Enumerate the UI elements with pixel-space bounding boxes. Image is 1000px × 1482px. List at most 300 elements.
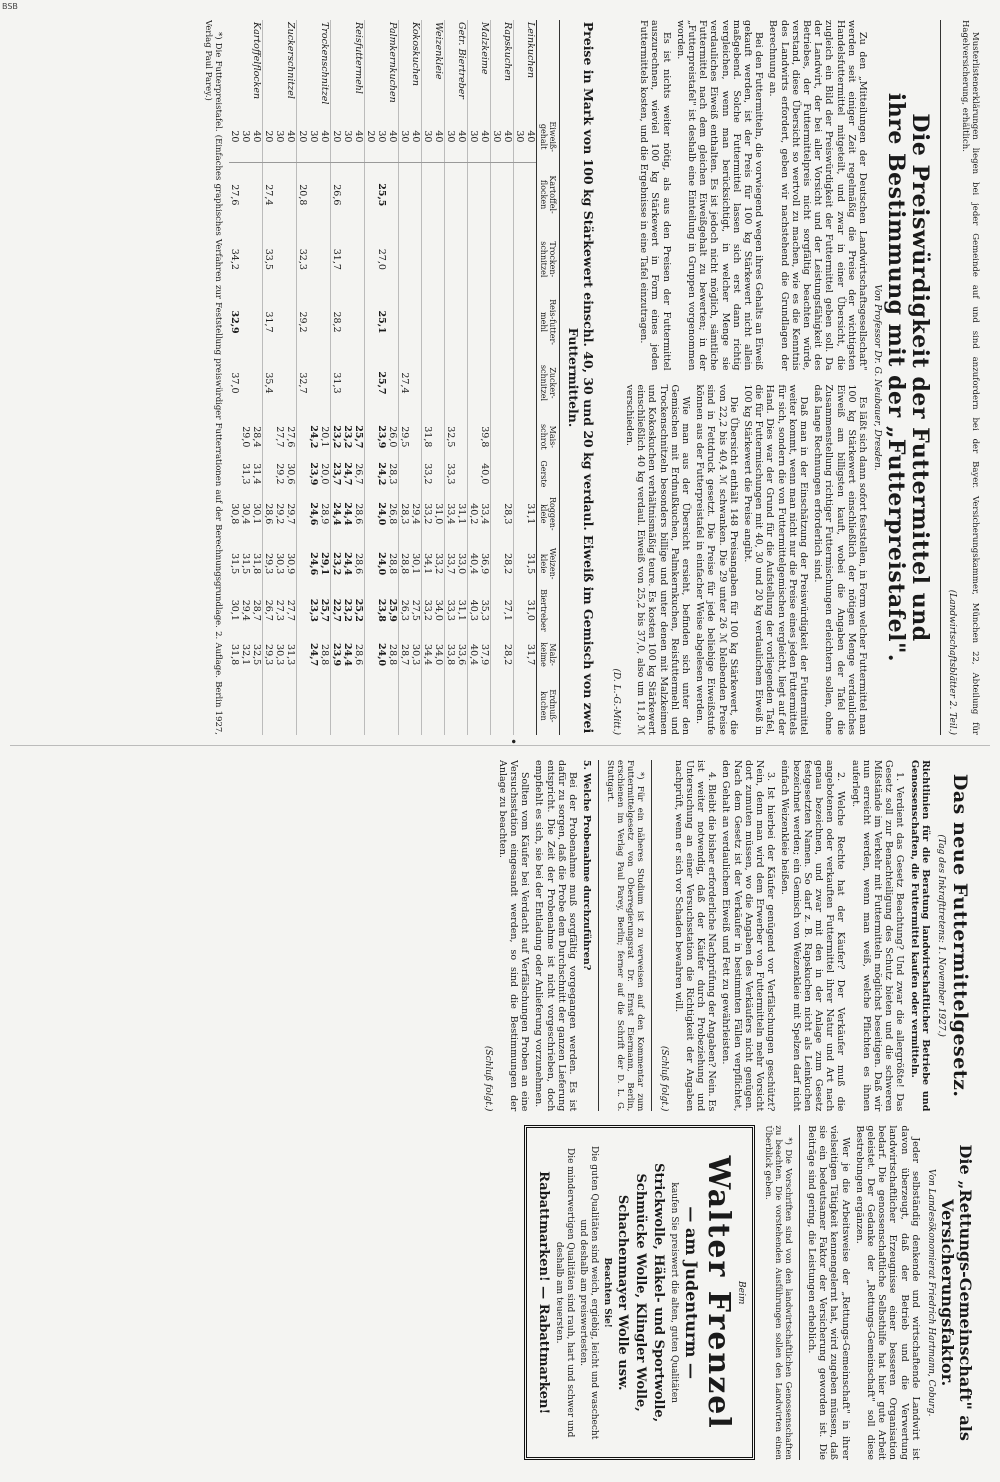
price-cell [490, 414, 502, 459]
law-footnote: *) Für ein näheres Studium ist zu verweisen auf den Kommentar zum Futtermittelgesetz von Oberregierungsrat Dr. Ernst Eiermann, Berlin, erschienen im Verlag Paul Parey, Berlin; ferner auf die Schrift der D. L. G. Stuttgart. [605, 760, 646, 1112]
price-cell: 28,4 [251, 414, 263, 459]
title-line-1: Die Preiswürdigkeit der Futtermittel und [907, 113, 933, 642]
price-cell: 28,6 [262, 503, 274, 525]
price-cell [467, 414, 479, 459]
folio-mark: • [506, 738, 520, 746]
price-cell: 24,7 [341, 462, 353, 486]
price-cell [364, 677, 376, 735]
article-column-2 [604, 385, 868, 736]
table-row [274, 20, 285, 735]
table-column-header: Erdnuß-kuchen [536, 677, 559, 735]
price-cell [513, 539, 525, 588]
price-cell [502, 163, 514, 226]
price-cell: 40,0 [479, 459, 491, 488]
paragraph: Es ist nichts weiter nötig, als aus den Preisen der Futtermittel auszurechnen, wieviel 100 kg Stärkewert in Form eines jeden Futtermittels kosten, und die Ergebnisse in eine Tafel einzutragen. [638, 20, 672, 371]
price-cell [342, 163, 353, 226]
price-cell [467, 292, 479, 351]
protein-cell: 30 [342, 110, 353, 163]
price-cell [387, 163, 399, 226]
price-cell [513, 163, 525, 226]
intro-text: Musterlistenerklärungen liegen bei jeder Gemeinde auf und sind anzufordern bei der Bayer. Versicherungskammer, München 22, Abteilung für Hagelversicherung, erhältlich. [960, 20, 980, 735]
price-cell [342, 352, 353, 415]
price-cell [240, 352, 251, 415]
price-cell: 34,4 [421, 644, 433, 666]
price-cell: 23,2 [341, 425, 353, 449]
price-cell: 30,9 [285, 539, 297, 588]
price-cell [376, 677, 387, 735]
price-cell: 26,8 [387, 488, 399, 539]
price-cell [502, 292, 514, 351]
price-cell [251, 677, 263, 735]
table-column-header: Malz-keime [536, 633, 559, 677]
protein-cell: 20 [364, 110, 376, 163]
price-cell [319, 292, 331, 351]
price-cell: 31,1 [525, 488, 537, 539]
protein-cell: 40 [319, 110, 331, 163]
table-column-header: Mais-schrot [536, 414, 559, 459]
price-cell [398, 459, 410, 488]
price-cell [364, 414, 376, 459]
price-cell: 33,2 [421, 463, 433, 485]
price-cell: 24,6 [307, 502, 319, 526]
feed-name-cell: Palmkernkuchen [387, 20, 399, 110]
price-cell: 28,7 [398, 644, 410, 666]
protein-cell: 20 [229, 110, 240, 163]
table-row [296, 20, 308, 735]
rescue-byline: Von Landesökonomierat Friedrich Hartmann, Coburg. [926, 1168, 936, 1417]
price-cell [513, 226, 525, 292]
divider [651, 760, 652, 1111]
table-footnote [203, 20, 223, 735]
price-cell: 27,0 [375, 248, 387, 270]
feed-name-cell [330, 20, 342, 110]
price-cell [285, 352, 297, 415]
price-cell [262, 459, 274, 488]
price-cell [274, 352, 285, 415]
price-cell [229, 677, 240, 735]
table-row [444, 20, 456, 735]
feed-name-cell [398, 20, 410, 110]
table-row [513, 20, 525, 735]
price-cell: 25,7 [319, 588, 331, 632]
table-row [421, 20, 433, 735]
feed-name-cell: Trockenschnitzel [319, 20, 331, 110]
price-cell: 24,4 [341, 502, 353, 526]
protein-cell: 40 [433, 110, 445, 163]
price-cell [456, 292, 468, 351]
price-cell [433, 163, 445, 226]
right-column-1 [476, 760, 980, 1111]
ad-rebate: Rabattmarken! — Rabattmarken! [535, 1171, 551, 1415]
price-cell: 25,9 [387, 588, 399, 632]
price-cell [251, 163, 263, 226]
price-cell: 25,1 [375, 310, 387, 334]
price-cell: 20,1 [319, 414, 331, 459]
protein-cell: 40 [387, 110, 399, 163]
ad-text: kaufen Sie preiswert die alten, guten Qualitäten [668, 1182, 679, 1403]
protein-cell: 30 [398, 110, 410, 163]
price-cell [467, 459, 479, 488]
footnote-text: *) Die Futterpreistafel. (Einfaches graphisches Verfahren zur Feststellung preiswürdiger Futterrationen auf der Berechnungsgrundlage. 2. Auflage. Berlin 1927, Verlag Paul Parey.) [202, 20, 223, 735]
price-cell [525, 226, 537, 292]
price-cell: 29,3 [262, 644, 274, 666]
price-cell: 26,0 [387, 414, 399, 459]
price-cell [421, 226, 433, 292]
price-cell: 31,3 [239, 463, 251, 485]
feed-name-cell [229, 20, 240, 110]
price-cell: 26,7 [262, 599, 274, 621]
price-cell: 28,7 [251, 588, 263, 632]
price-cell [319, 163, 331, 226]
price-cell [251, 292, 263, 351]
price-cell: 32,9 [228, 310, 240, 334]
table-row [502, 20, 514, 735]
feed-name-cell [467, 20, 479, 110]
protein-cell: 40 [353, 110, 365, 163]
price-cell [285, 226, 297, 292]
price-cell: 31,1 [456, 488, 468, 539]
price-cell [410, 459, 422, 488]
price-cell: 28,8 [398, 553, 410, 575]
price-cell [490, 488, 502, 539]
feed-name-cell [444, 20, 456, 110]
price-cell [490, 352, 502, 415]
price-cell [433, 414, 445, 459]
law-continued: (Schluß folgt.) [659, 1045, 670, 1112]
protein-cell: 30 [444, 110, 456, 163]
rescue-article-title: Die „Rettungs-Gemeinschaft" als Versicherungsfaktor. [938, 1144, 975, 1441]
article-columns [604, 20, 868, 735]
price-cell [525, 352, 537, 415]
price-cell: 27,7 [273, 426, 285, 448]
table-row [398, 20, 410, 735]
paragraph: Wer je die Arbeitsweise der „Rettungs-Gemeinschaft" in ihrer vielseitigen Tätigkeit kennengelernt hat, wird zugeben müssen, daß sie ein bedeutsamer Faktor der Versicherung geworden ist. Die Beiträge sind gering, die Leistungen erheblich. [805, 1125, 851, 1460]
price-cell [296, 488, 308, 539]
price-cell [398, 163, 410, 226]
price-cell: 30,4 [239, 503, 251, 525]
price-cell [308, 292, 319, 351]
price-cell: 27,5 [410, 588, 422, 632]
price-cell [319, 226, 331, 292]
price-cell [274, 677, 285, 735]
price-cell [308, 352, 319, 415]
table-row [285, 20, 297, 735]
price-cell [353, 352, 365, 415]
price-cell [490, 292, 502, 351]
price-cell [342, 226, 353, 292]
price-cell: 28,9 [319, 488, 331, 539]
price-cell: 25,2 [353, 588, 365, 632]
price-cell [353, 677, 365, 735]
price-cell [467, 226, 479, 292]
price-cell [444, 677, 456, 735]
price-cell: 25,5 [375, 183, 387, 207]
price-cell [387, 677, 399, 735]
price-cell [502, 459, 514, 488]
hail-insurance-notice [947, 20, 980, 735]
price-cell: 31,7 [262, 311, 274, 333]
ad-text: Die minderwertigen Qualitäten sind rauh, hart und schwer und deshalb am teuersten. [553, 1147, 575, 1438]
price-cell: 33,6 [456, 633, 468, 677]
table-column-header: Reis-futter-mehl [536, 292, 559, 351]
price-cell: 34,0 [433, 633, 445, 677]
price-cell: 29,1 [319, 539, 331, 588]
wool-shop-advertisement [524, 1125, 755, 1460]
price-cell [410, 352, 422, 415]
price-cell: 29,3 [262, 553, 274, 575]
price-cell: 36,9 [479, 539, 491, 588]
title-line-2: ihre Bestimmung mit der „Futterpreistafel". [883, 92, 909, 663]
price-cell: 26,7 [353, 459, 365, 488]
ad-location: — am Judenturm — [681, 1206, 701, 1379]
price-cell [502, 226, 514, 292]
price-cell [490, 588, 502, 632]
price-cell: 33,3 [444, 463, 456, 485]
price-cell [525, 292, 537, 351]
price-cell [398, 677, 410, 735]
divider [598, 760, 599, 1111]
price-cell [387, 292, 399, 351]
price-cell [285, 163, 297, 226]
table-row [387, 20, 399, 735]
price-cell: 33,4 [479, 488, 491, 539]
price-cell [502, 677, 514, 735]
feed-name-cell: Leinkuchen [525, 20, 537, 110]
price-cell [364, 459, 376, 488]
price-cell: 27,6 [228, 184, 240, 206]
table-row [479, 20, 491, 735]
price-cell: 33,0 [456, 539, 468, 588]
price-cell: 24,0 [375, 643, 387, 667]
price-cell: 28,2 [502, 539, 514, 588]
price-cell [398, 226, 410, 292]
price-cell [274, 163, 285, 226]
price-cell [456, 459, 468, 488]
price-cell: 28,8 [387, 539, 399, 588]
price-cell [410, 163, 422, 226]
price-cell [251, 226, 263, 292]
price-cell [513, 488, 525, 539]
price-cell [421, 677, 433, 735]
price-cell: 27,1 [502, 588, 514, 632]
price-cell [229, 459, 240, 488]
price-cell [229, 414, 240, 459]
price-cell: 23,8 [375, 598, 387, 622]
price-cell [490, 633, 502, 677]
table-body [229, 20, 537, 735]
price-cell [342, 292, 353, 351]
price-cell: 28,2 [502, 633, 514, 677]
table-column-header: Gerste [536, 459, 559, 488]
table-row [308, 20, 319, 735]
price-cell: 29,4 [410, 488, 422, 539]
paragraph: Bei den Futtermitteln, die vorwiegend wegen ihres Gehalts an Eiweiß gekauft werden, ist der Preis für 100 kg Stärkewert nicht allein maßgebend. Solche Futtermittel lassen sich erst dann richtig vergleichen, wenn man berücksichtigt, in welcher Menge sie verdauliches Eiweiß enthalten. Es ist jedoch nicht möglich, sämtliche Futtermittel nach dem gleichen Eiweißgehalt zu bewerten; in der „Futterpreistafel" ist deshalb eine Einteilung in Gruppen vorgenommen worden. [674, 20, 765, 371]
paragraph: 1. Verdient das Gesetz Beachtung? Und zwar die allergrößte! Das Gesetz soll zur Benachteiligung des Schutz bieten und die schweren Mißstände im Verkehr mit Futtermitteln möglichst beseitigen. Daß wir nun erreicht werden, wenn man weiß, welche Pflichten es ihnen auferlegt. [849, 760, 906, 1112]
price-cell: 32,7 [296, 372, 308, 394]
price-cell [525, 163, 537, 226]
paragraph: Sollten vom Käufer bei Verdacht auf Verfälschungen Proben an eine Versuchsstation eingesandt werden, so sind die Bestimmungen der Anlage zu beachten. [496, 760, 531, 1112]
price-cell: 29,5 [398, 426, 410, 448]
price-cell [308, 226, 319, 292]
divider [799, 1125, 800, 1460]
price-cell [479, 352, 491, 415]
price-cell: 31,0 [525, 588, 537, 632]
table-header-row [536, 20, 559, 735]
page-fold [10, 745, 990, 746]
feed-name-cell: Getr. Biertreber [456, 20, 468, 110]
price-cell: 37,9 [479, 633, 491, 677]
price-cell: 30,1 [228, 599, 240, 621]
price-cell: 30,3 [273, 553, 285, 575]
price-cell [467, 163, 479, 226]
price-cell: 31,3 [330, 372, 342, 394]
price-cell: 28,3 [387, 459, 399, 488]
price-cell [456, 677, 468, 735]
price-cell: 33,2 [421, 503, 433, 525]
price-cell [456, 414, 468, 459]
price-cell: 32,3 [296, 248, 308, 270]
price-cell: 29,2 [296, 311, 308, 333]
price-cell: 30,8 [228, 503, 240, 525]
rescue-footnote: *) Die Vorschriften sind von den landwirtschaftlichen Genossenschaften zu beachten. Die vorstehenden Ausführungen sollen den Landwirten einen Überblick geben. [762, 1125, 793, 1460]
price-cell [251, 352, 263, 415]
price-cell [433, 292, 445, 351]
table-column-header: Kartoffel-flocken [536, 163, 559, 226]
law-title: Das neue Futtermittelgesetz. [949, 773, 971, 1098]
price-table [229, 20, 560, 735]
protein-cell: 40 [479, 110, 491, 163]
price-cell: 33,2 [433, 539, 445, 588]
price-cell: 39,8 [479, 414, 491, 459]
table-column-header: Zucker-schnitzel [536, 352, 559, 415]
ad-product-line: Schmücke Wolle, Klingler Wolle, [632, 1173, 648, 1412]
price-cell: 34,0 [433, 588, 445, 632]
table-column-header: Trocken-schnitzel [536, 226, 559, 292]
price-cell: 29,7 [285, 488, 297, 539]
price-cell: 28,3 [502, 488, 514, 539]
paragraph: Die Übersicht enthält 148 Preisangaben für 100 kg Stärkewert, die von 22,2 bis 40,4 ℳ schwanken. Die 29 unter 26 ℳ bleibenden Preise sind in Fettdruck gesetzt. Die Preise für jede beliebige Eiweißstufe können aus der Futterpreistafel in einfacher Weise abgelesen werden. [694, 384, 739, 735]
table-row [251, 20, 263, 735]
price-cell [456, 352, 468, 415]
protein-cell: 40 [285, 110, 297, 163]
price-cell: 26,6 [330, 184, 342, 206]
price-cell: 28,6 [353, 539, 365, 588]
price-cell: 27,7 [285, 588, 297, 632]
price-cell [444, 352, 456, 415]
price-cell: 29,2 [273, 463, 285, 485]
protein-cell: 30 [240, 110, 251, 163]
price-cell [353, 292, 365, 351]
price-cell [421, 292, 433, 351]
paragraph: Zu den „Mitteilungen der Deutschen Landwirtschaftsgesellschaft" werden seit einiger Zeit regelmäßig die Preise der wichtigsten Handelsfuttermittel mitgeteilt, und zwar in einer Übersicht, die zugleich ein Bild der Preiswürdigkeit der Futtermittel geben soll. Da der Landwirt, der bei aller Vorsicht und der Leistungsfähigkeit des Betriebes, der Futtermittelpreis nicht sorgfältig beachten würde, verstand, diese Übersicht so wertvoll zu machen, wie es die Kenntnis des Landwirts erfordert, geben wir nachstehend die Grundlagen der Berechnung an. [767, 20, 868, 371]
price-cell: 23,9 [375, 425, 387, 449]
price-cell: 28,2 [330, 311, 342, 333]
table-row [456, 20, 468, 735]
price-cell: 40,2 [467, 503, 479, 525]
price-cell [364, 352, 376, 415]
table-row [433, 20, 445, 735]
price-cell [444, 292, 456, 351]
feed-name-cell: Kokoskuchen [410, 20, 422, 110]
price-cell [421, 352, 433, 415]
price-cell: 28,6 [353, 488, 365, 539]
paragraph: Bei der Probenahme muß sorgfältig vorgegangen werden. Es ist dafür zu sorgen, daß die Probe dem Durchschnitt der ganzen Lieferung entspricht. Die Zeit der Probenahme ist nicht vorgeschrieben, doch empfiehlt es sich, sie bei der Entladung oder Anlieferung vorzunehmen. [533, 760, 578, 1112]
price-cell [525, 677, 537, 735]
feed-name-cell [376, 20, 387, 110]
price-cell: 33,4 [444, 503, 456, 525]
feed-name-cell [364, 20, 376, 110]
price-cell: 24,0 [375, 552, 387, 576]
price-cell: 29,2 [273, 503, 285, 525]
price-cell: 24,6 [307, 552, 319, 576]
feed-name-cell [274, 20, 285, 110]
feed-name-cell: Zuckerschnitzel [285, 20, 297, 110]
feed-name-cell [296, 20, 308, 110]
price-cell: 31,4 [251, 459, 263, 488]
price-cell [296, 633, 308, 677]
table-row [376, 20, 387, 735]
price-cell [433, 226, 445, 292]
price-cell: 32,5 [444, 426, 456, 448]
feed-name-cell [342, 20, 353, 110]
price-cell: 31,7 [525, 633, 537, 677]
price-cell: 31,3 [285, 633, 297, 677]
feed-name-cell: Malzkeime [479, 20, 491, 110]
feed-name-cell: Kartoffelflocken [251, 20, 263, 110]
price-cell [444, 226, 456, 292]
table-row [525, 20, 537, 735]
paragraph: Daß man in der Einschätzung der Preiswürdigkeit der Futtermittel weiter kommt, wenn man nicht nur die Preise eines jeden Futtermittels für sich, sondern die von Futtermittelgemischen vergleicht, liegt auf der Hand. Dies war der Grund für die Aufstellung der vorliegenden Tafel, die für Futtermischungen mit 40, 30 und 20 kg verdaulichem Eiweiß in 100 kg Stärkewert die Preise angibt. [741, 384, 809, 735]
price-table-title: Preise in Mark von 100 kg Stärkewert einschl. 40, 30 und 20 kg verdaul. Eiweiß im Gemisch von zwei Futtermitteln. [565, 21, 596, 734]
table-row [467, 20, 479, 735]
price-cell [456, 226, 468, 292]
protein-cell: 40 [410, 110, 422, 163]
ad-intro: Beim [735, 1281, 746, 1305]
table-row [229, 20, 240, 735]
feed-name-cell [240, 20, 251, 110]
price-cell [410, 292, 422, 351]
price-cell: 29,4 [239, 599, 251, 621]
price-cell: 31,5 [525, 539, 537, 588]
table-row [490, 20, 502, 735]
feed-name-cell [490, 20, 502, 110]
protein-cell: 40 [502, 110, 514, 163]
price-cell [274, 226, 285, 292]
price-cell: 40,4 [467, 644, 479, 666]
price-cell: 28,3 [398, 503, 410, 525]
price-cell: 24,4 [341, 643, 353, 667]
price-cell: 31,8 [421, 426, 433, 448]
protein-cell: 30 [421, 110, 433, 163]
price-cell: 24,0 [375, 502, 387, 526]
feed-name-cell: Weizenkleie [433, 20, 445, 110]
feed-name-cell [262, 20, 274, 110]
price-cell: 22,7 [330, 598, 342, 622]
price-cell [308, 677, 319, 735]
price-cell [240, 226, 251, 292]
price-cell [479, 226, 491, 292]
protein-cell: 30 [467, 110, 479, 163]
feed-name-cell: Reisfuttermehl [353, 20, 365, 110]
price-cell [364, 633, 376, 677]
price-cell [502, 352, 514, 415]
paragraph: 3. Ist hierbei der Käufer genügend vor Verfälschungen geschützt? Nein, denn man wird dem Erwerber von Futtermitteln mehr Vorsicht dort zumuten müssen, wo die Angaben des Verkäufers nicht genügen. Nach dem Gesetz ist der Verkäufer in bestimmten Fällen verpflichtet, den Gehalt an verdaulichem Eiweiß und Fett zu gewährleisten. [720, 760, 777, 1112]
price-cell: 23,2 [330, 552, 342, 576]
price-cell: 23,9 [307, 462, 319, 486]
price-cell [513, 677, 525, 735]
price-cell [410, 414, 422, 459]
protein-cell: 20 [296, 110, 308, 163]
